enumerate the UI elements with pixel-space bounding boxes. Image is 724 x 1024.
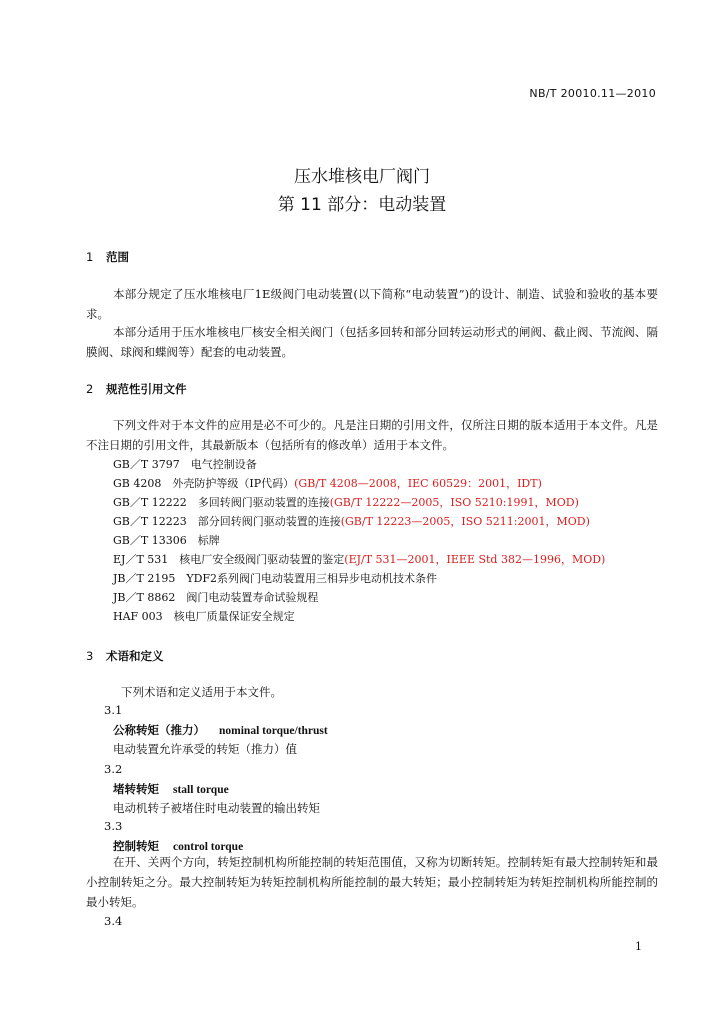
- section-title: 范围: [106, 250, 129, 264]
- reference-item: EJ／T 531 核电厂安全级阀门驱动装置的鉴定(EJ/T 531—2001，IEEE Std 382—1996，MOD): [113, 553, 606, 566]
- term-title: 控制转矩 control torque: [113, 839, 244, 853]
- section-1-heading: [86, 249, 129, 265]
- reference-item: HAF 003 核电厂质量保证安全规定: [113, 610, 295, 623]
- term-title: 公称转矩（推力） nominal torque/thrust: [113, 723, 328, 737]
- reference-item: JB／T 8862 阀门电动装置寿命试验规程: [113, 591, 319, 604]
- section-number: 2: [86, 382, 94, 396]
- section-number: 3: [86, 649, 94, 663]
- section-1-paragraph-1: 本部分规定了压水堆核电厂1E级阀门电动装置(以下简称“电动装置”)的设计、制造、试验和验收的基本要求。: [86, 287, 658, 321]
- term-definition: 电动装置允许承受的转矩（推力）值: [113, 742, 297, 756]
- term-definition: 在开、关两个方向，转矩控制机构所能控制的转矩范围值，又称为切断转矩。控制转矩有最大控制转矩和最小控制转矩之分。最大控制转矩为转矩控制机构所能控制的最大转矩；最小控制转矩为转矩控制机构所能控制的最小转矩。: [86, 855, 658, 909]
- section-title: 规范性引用文件: [106, 382, 187, 396]
- section-2-heading: [86, 381, 187, 397]
- section-3-heading: [86, 648, 164, 664]
- term-definition: 电动机转子被堵住时电动装置的输出转矩: [113, 801, 320, 815]
- term-number: 3.3: [104, 819, 123, 833]
- reference-item: JB／T 2195 YDF2系列阀门电动装置用三相异步电动机技术条件: [113, 572, 438, 585]
- section-title: 术语和定义: [106, 649, 164, 663]
- title-line-2: 第 11 部分：电动装置: [277, 195, 447, 215]
- reference-item: GB／T 3797 电气控制设备: [113, 458, 257, 471]
- section-1-paragraph-2: 本部分适用于压水堆核电厂核安全相关阀门（包括多回转和部分回转运动形式的闸阀、截止阀、节流阀、隔膜阀、球阀和蝶阀等）配套的电动装置。: [86, 325, 658, 359]
- term-number: 3.4: [104, 914, 123, 928]
- title-line-1: 压水堆核电厂阀门: [294, 167, 430, 187]
- reference-item: GB／T 12223 部分回转阀门驱动装置的连接(GB/T 12223—2005，ISO 5211:2001，MOD): [113, 515, 590, 528]
- page-number: 1: [635, 940, 642, 953]
- term-number: 3.2: [104, 762, 123, 776]
- term-title: 堵转转矩 stall torque: [113, 782, 229, 796]
- section-2-intro: 下列文件对于本文件的应用是必不可少的。凡是注日期的引用文件，仅所注日期的版本适用于本文件。凡是不注日期的引用文件，其最新版本（包括所有的修改单）适用于本文件。: [86, 418, 658, 452]
- reference-item: GB／T 13306 标牌: [113, 534, 220, 547]
- term-number: 3.1: [104, 703, 123, 717]
- reference-item: GB／T 12222 多回转阀门驱动装置的连接(GB/T 12222—2005，ISO 5210:1991，MOD): [113, 496, 579, 509]
- reference-item: GB 4208 外壳防护等级（IP代码）(GB/T 4208—2008，IEC 60529：2001，IDT): [113, 477, 542, 490]
- section-3-intro: 下列术语和定义适用于本文件。: [121, 685, 282, 699]
- standard-code: NB/T 20010.11—2010: [529, 87, 656, 100]
- section-number: 1: [86, 250, 94, 264]
